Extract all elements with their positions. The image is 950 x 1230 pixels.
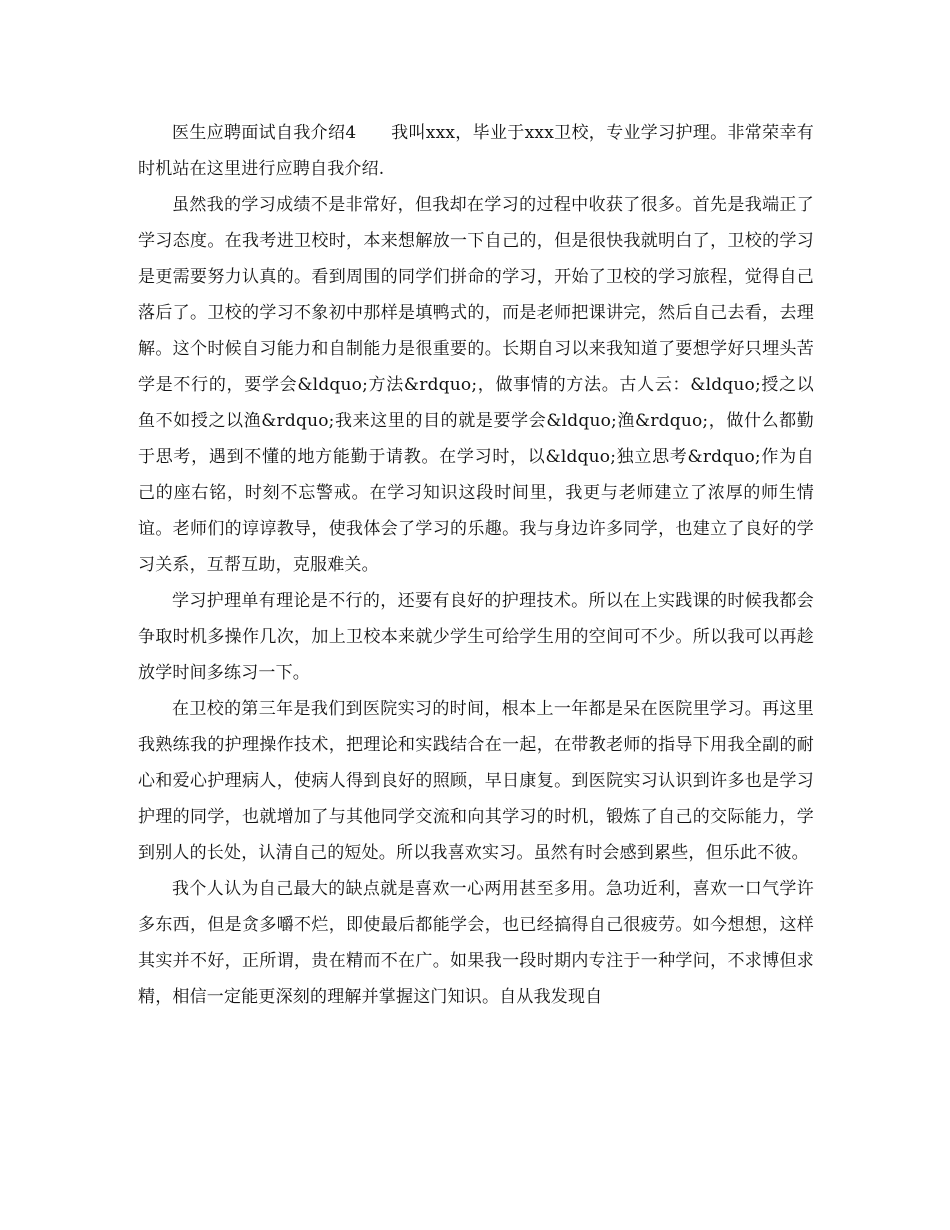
paragraph-study: 虽然我的学习成绩不是非常好，但我却在学习的过程中收获了很多。首先是我端正了学习态度。在我考进卫校时，本来想解放一下自己的，但是很快我就明白了，卫校的学习是更需要努力认真的。看到周围的同学们拼命的学习，开始了卫校的学习旅程，觉得自己落后了。卫校的学习不象初中那样是填鸭式的，而是老师把课讲完，然后自己去看，去理解。这个时候自习能力和自制能力是很重要的。长期自习以来我知道了要想学好只埋头苦学是不行的，要学会&ldquo;方法&rdquo;，做事情的方法。古人云：&ldquo;授之以鱼不如授之以渔&rdquo;我来这里的目的就是要学会&ldquo;渔&rdquo;，做什么都勤于思考，遇到不懂的地方能勤于请教。在学习时，以&ldquo;独立思考&rdquo;作为自己的座右铭，时刻不忘警戒。在学习知识这段时间里，我更与老师建立了浓厚的师生情谊。老师们的谆谆教导，使我体会了学习的乐趣。我与身边许多同学，也建立了良好的学习关系，互帮互助，克服难关。 (138, 195, 814, 575)
paragraph-practice: 学习护理单有理论是不行的，还要有良好的护理技术。所以在上实践课的时候我都会争取时机多操作几次，加上卫校本来就少学生可给学生用的空间可不少。所以我可以再趁放学时间多练习一下。 (138, 591, 814, 683)
paragraph-intro: 医生应聘面试自我介绍4 我叫xxx，毕业于xxx卫校，专业学习护理。非常荣幸有时机站在这里进行应聘自我介绍. (138, 123, 814, 179)
document-body (138, 115, 814, 1015)
paragraph-internship: 在卫校的第三年是我们到医院实习的时间，根本上一年都是呆在医院里学习。再这里我熟练我的护理操作技术，把理论和实践结合在一起，在带教老师的指导下用我全副的耐心和爱心护理病人，使病人得到良好的照顾，早日康复。到医院实习认识到许多也是学习护理的同学，也就增加了与其他同学交流和向其学习的时机，锻炼了自己的交际能力，学到别人的长处，认清自己的短处。所以我喜欢实习。虽然有时会感到累些，但乐此不彼。 (138, 699, 814, 863)
paragraph-weakness: 我个人认为自己最大的缺点就是喜欢一心两用甚至多用。急功近利，喜欢一口气学许多东西，但是贪多嚼不烂，即使最后都能学会，也已经搞得自己很疲劳。如今想想，这样其实并不好，正所谓，贵在精而不在广。如果我一段时期内专注于一种学问，不求博但求精，相信一定能更深刻的理解并掌握这门知识。自从我发现自 (138, 879, 814, 1007)
